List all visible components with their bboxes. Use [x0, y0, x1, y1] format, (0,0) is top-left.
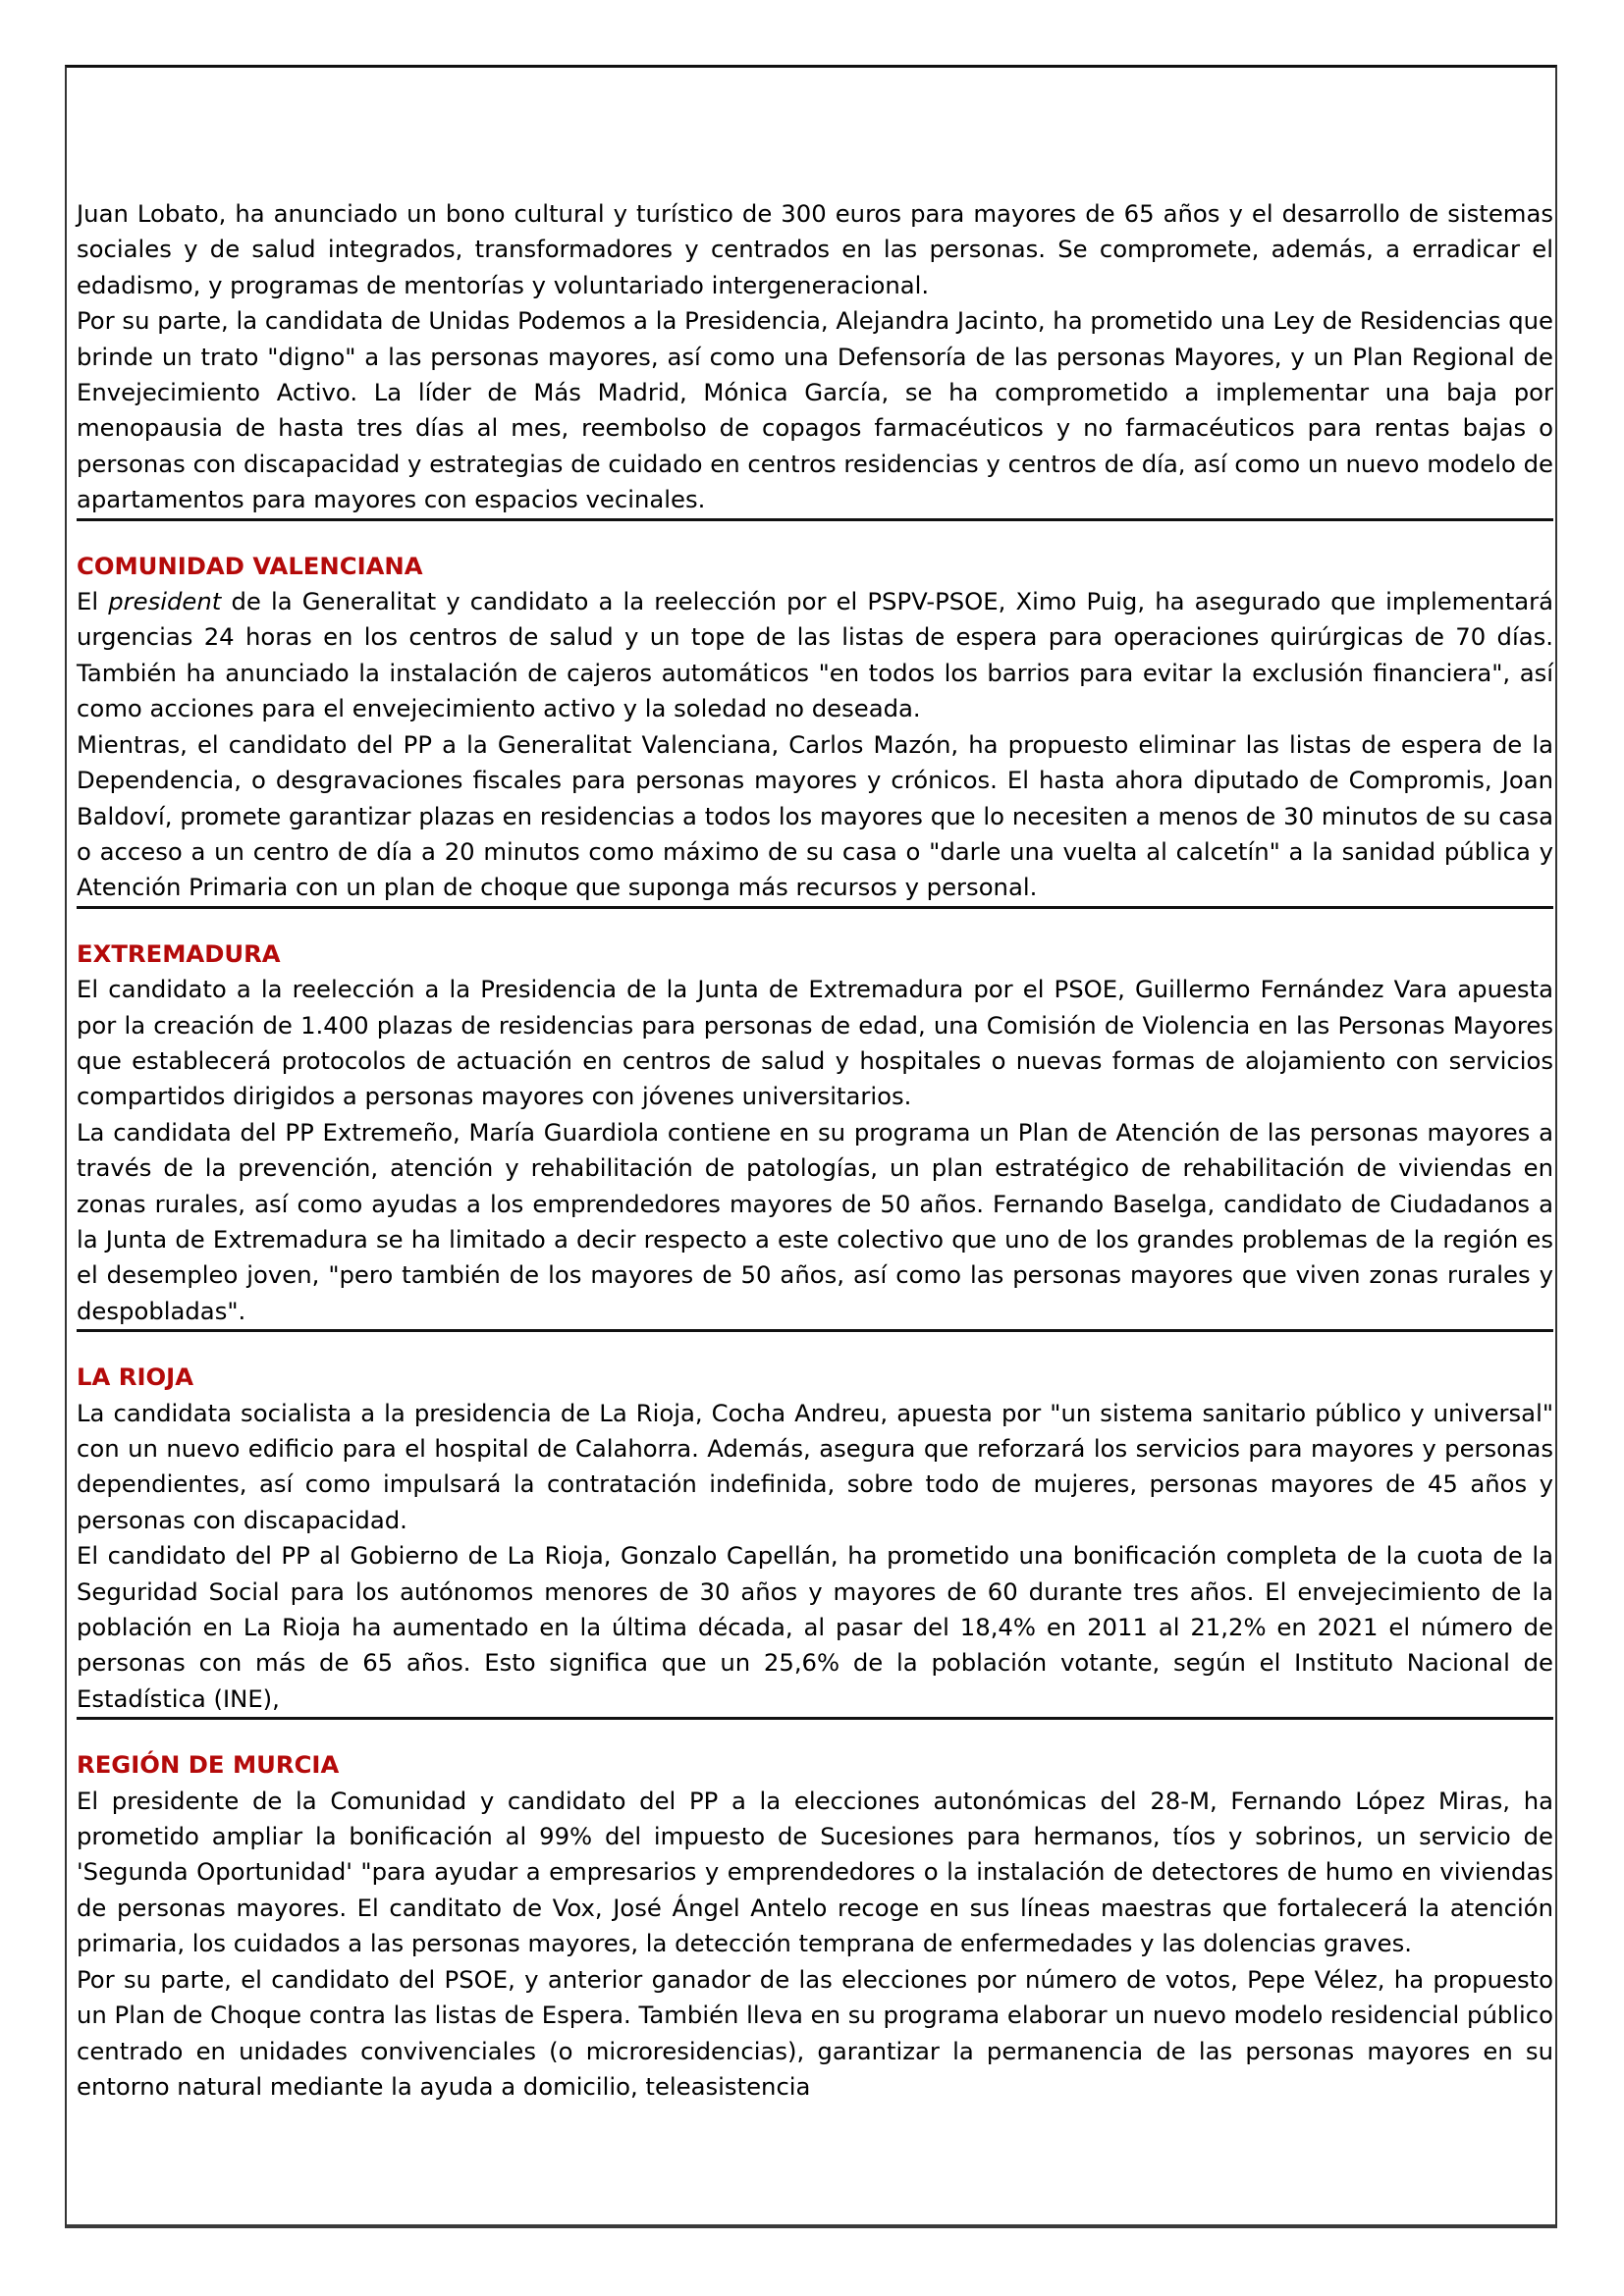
paragraph: Mientras, el candidato del PP a la Generalitat Valenciana, Carlos Mazón, ha propuesto eliminar las listas de espera de la Dependencia, o desgravaciones fiscales para personas mayores y crónicos. El hasta ahora diputado de Compromis, Joan Baldoví, promete garantizar plazas en residencias a todos los mayores que lo necesiten a menos de 30 minutos de su casa o acceso a un centro de día a 20 minutos como máximo de su casa o "darle una vuelta al calcetín" a la sanidad pública y Atención Primaria con un plan de choque que suponga más recursos y personal. [77, 729, 1553, 902]
section-heading: REGIÓN DE MURCIA [77, 1750, 340, 1780]
paragraph: El presidente de la Comunidad y candidato del PP a la elecciones autonómicas del 28-M, Fernando López Miras, ha prometido ampliar la bonificación al 99% del impuesto de Sucesiones para hermanos, tíos y sobrinos, un servicio de 'Segunda Oportunidad' "para ayudar a empresarios y emprendedores o la instalación de detectores de humo en viviendas de personas mayores. El canditato de Vox, José Ángel Antelo recoge en sus líneas maestras que fortalecerá la atención primaria, los cuidados a las personas mayores, la detección temprana de enfermedades y las dolencias graves. [77, 1786, 1553, 1958]
paragraph: La candidata socialista a la presidencia de La Rioja, Cocha Andreu, apuesta por "un sistema sanitario público y universal" con un nuevo edificio para el hospital de Calahorra. Además, asegura que reforzará los servicios para mayores y personas dependientes, así como impulsará la contratación indefinida, sobre todo de mujeres, personas mayores de 45 años y personas con discapacidad. [77, 1398, 1553, 1534]
section-la-rioja [77, 1360, 1553, 1747]
section-heading: LA RIOJA [77, 1362, 193, 1392]
paragraph: Por su parte, la candidata de Unidas Podemos a la Presidencia, Alejandra Jacinto, ha prometido una Ley de Residencias que brinde un trato "digno" a las personas mayores, así como una Defensoría de las personas Mayores, y un Plan Regional de Envejecimiento Activo. La líder de Más Madrid, Mónica García, se ha comprometido a implementar una baja por menopausia de hasta tres días al mes, reembolso de copagos farmacéuticos y no farmacéuticos para rentas bajas o personas con discapacidad y estrategias de cuidado en centros residencias y centros de día, así como un nuevo modelo de apartamentos para mayores con espacios vecinales. [77, 306, 1553, 514]
paragraph: Por su parte, el candidato del PSOE, y anterior ganador de las elecciones por número de votos, Pepe Vélez, ha propuesto un Plan de Choque contra las listas de Espera. También lleva en su programa elaborar un nuevo modelo residencial público centrado en unidades convivenciales (o microresidencias), garantizar la permanencia de las personas mayores en su entorno natural mediante la ayuda a domicilio, teleasistencia [77, 1964, 1553, 2101]
section-extremadura [77, 936, 1553, 1360]
italic-term: president [108, 587, 222, 616]
paragraph: La candidata del PP Extremeño, María Guardiola contiene en su programa un Plan de Atención de las personas mayores a través de la prevención, atención y rehabilitación de patologías, un plan estratégico de rehabilitación de viviendas en zonas rurales, así como ayudas a los emprendedores mayores de 50 años. Fernando Baselga, candidato de Ciudadanos a la Junta de Extremadura se ha limitado a decir respecto a este colectivo que uno de los grandes problemas de la región es el desempleo joven, "pero también de los mayores de 50 años, así como las personas mayores que viven zonas rurales y despobladas". [77, 1117, 1553, 1325]
paragraph: El candidato del PP al Gobierno de La Rioja, Gonzalo Capellán, ha prometido una bonificación completa de la cuota de la Seguridad Social para los autónomos menores de 30 años y mayores de 60 durante tres años. El envejecimiento de la población en La Rioja ha aumentado en la última década, al pasar del 18,4% en 2011 al 21,2% en 2021 el número de personas con más de 65 años. Esto significa que un 25,6% de la población votante, según el Instituto Nacional de Estadística (INE), [77, 1541, 1553, 1713]
lead-word: El [77, 587, 109, 616]
section-comunidad-valenciana [77, 549, 1553, 936]
paragraph-text: de la Generalitat y candidato a la reelección por el PSPV-PSOE, Ximo Puig, ha asegurado que implementará urgencias 24 horas en los centros de salud y un tope de las listas de espera para operaciones quirúrgicas de 70 días. También ha anunciado la instalación de cajeros automáticos "en todos los barrios para evitar la exclusión financiera", así como acciones para el envejecimiento activo y la soledad no deseada. [77, 587, 1553, 723]
section-region-de-murcia [77, 1747, 1553, 2105]
paragraph [77, 584, 1553, 727]
section-heading: COMUNIDAD VALENCIANA [77, 551, 423, 580]
paragraph: Juan Lobato, ha anunciado un bono cultural y turístico de 300 euros para mayores de 65 años y el desarrollo de sistemas sociales y de salud integrados, transformadores y centrados en las personas. Se compromete, además, a erradicar el edadismo, y programas de mentorías y voluntariado intergeneracional. [77, 199, 1553, 299]
document-body [77, 196, 1553, 2105]
paragraph: El candidato a la reelección a la Presidencia de la Junta de Extremadura por el PSOE, Guillermo Fernández Vara apuesta por la creación de 1.400 plazas de residencias para personas de edad, una Comisión de Violencia en las Personas Mayores que establecerá protocolos de actuación en centros de salud y hospitales o nuevas formas de alojamiento con servicios compartidos dirigidos a personas mayores con jóvenes universitarios. [77, 975, 1553, 1111]
section-heading: EXTREMADURA [77, 938, 281, 968]
section-madrid [77, 196, 1553, 549]
